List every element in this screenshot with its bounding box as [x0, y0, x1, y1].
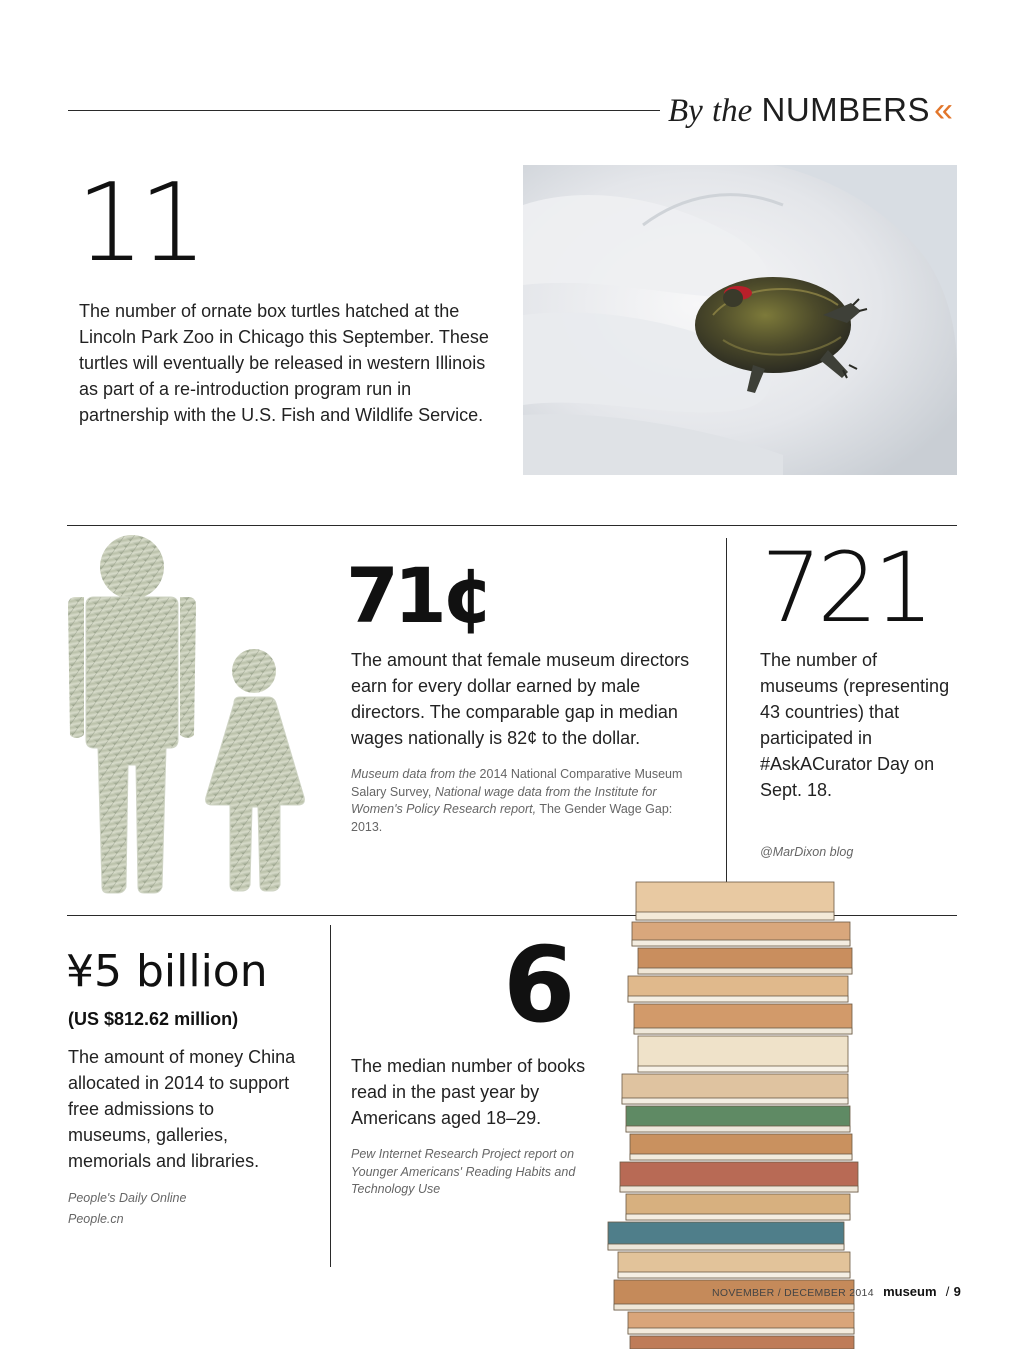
books-citation: [351, 1146, 591, 1199]
china-cite-2-text: People.cn: [68, 1212, 124, 1226]
gender-figures-illustration: [66, 535, 316, 895]
wage-gap-text: The amount that female museum directors earn for every dollar earned by male directors. The comparable gap in median wages nationally is 82¢ to the dollar.: [351, 650, 690, 748]
wage-gap-cite-1-italic: Museum data from the: [351, 767, 477, 781]
china-cite-1: [68, 1188, 186, 1209]
turtle-hatchling-photo: [523, 165, 957, 475]
footer-page: [946, 1284, 961, 1299]
section-title-the: the: [711, 93, 753, 129]
section-title: [668, 88, 953, 133]
china-number: ¥5 billion: [66, 946, 268, 997]
section-title-numbers: NUMBERS: [761, 91, 931, 128]
footer-magazine-name: museum: [883, 1284, 937, 1299]
divider-bottom-vertical: [330, 925, 331, 1267]
page-footer: [712, 1284, 961, 1299]
china-citation: [68, 1188, 186, 1230]
divider-middle-vertical: [726, 538, 727, 883]
wage-gap-cite-2-italic: National wage data from the Institute for Women's Policy Research report,: [351, 784, 657, 816]
curator-day-citation: [760, 844, 853, 862]
divider-middle-top: [67, 525, 957, 526]
curator-day-number: 721: [761, 532, 930, 644]
footer-page-number: 9: [953, 1284, 962, 1299]
china-cite-1-text: People's Daily Online: [68, 1191, 187, 1205]
book-stack-icon: [600, 878, 865, 1349]
china-text: The amount of money China allocated in 2014 to support free admissions to museums, galleries, memorials and libraries.: [68, 1047, 296, 1171]
books-number: 6: [503, 924, 576, 1046]
footer-separator: /: [945, 1284, 950, 1299]
books-text: The median number of books read in the past year by Americans aged 18–29.: [351, 1056, 586, 1128]
books-cite-text: Pew Internet Research Project report on Younger Americans' Reading Habits and Technology Use: [351, 1147, 576, 1196]
turtles-text: The number of ornate box turtles hatched at the Lincoln Park Zoo in Chicago this September. These turtles will eventually be released in western Illinois as part of a re-introduction program run in partnership with the U.S. Fish and Wildlife Service.: [79, 301, 489, 425]
dollar-figures-icon: [66, 535, 316, 895]
curator-day-text: The number of museums (representing 43 countries) that participated in #AskACurator Day on Sept. 18.: [760, 650, 950, 800]
header-rule: [68, 110, 660, 111]
turtles-number: 11: [76, 161, 202, 286]
wage-gap-cite-1-plain: 2014 National Comparative Museum Salary Survey,: [351, 767, 683, 799]
book-stack-illustration: [600, 878, 865, 1349]
wage-gap-number: 71¢: [346, 551, 490, 640]
turtle-photo-illustration: [523, 165, 957, 475]
wage-gap-cite-2-plain: The Gender Wage Gap: 2013.: [351, 802, 673, 834]
footer-issue: NOVEMBER / DECEMBER 2014: [712, 1287, 874, 1299]
wage-gap-citation: [351, 766, 691, 836]
china-cite-2: [68, 1209, 186, 1230]
curator-day-cite-text: @MarDixon blog: [760, 845, 854, 859]
chevron-left-icon: «: [934, 91, 953, 129]
section-title-by: By: [668, 93, 703, 129]
china-subheading: (US $812.62 million): [68, 1009, 239, 1029]
